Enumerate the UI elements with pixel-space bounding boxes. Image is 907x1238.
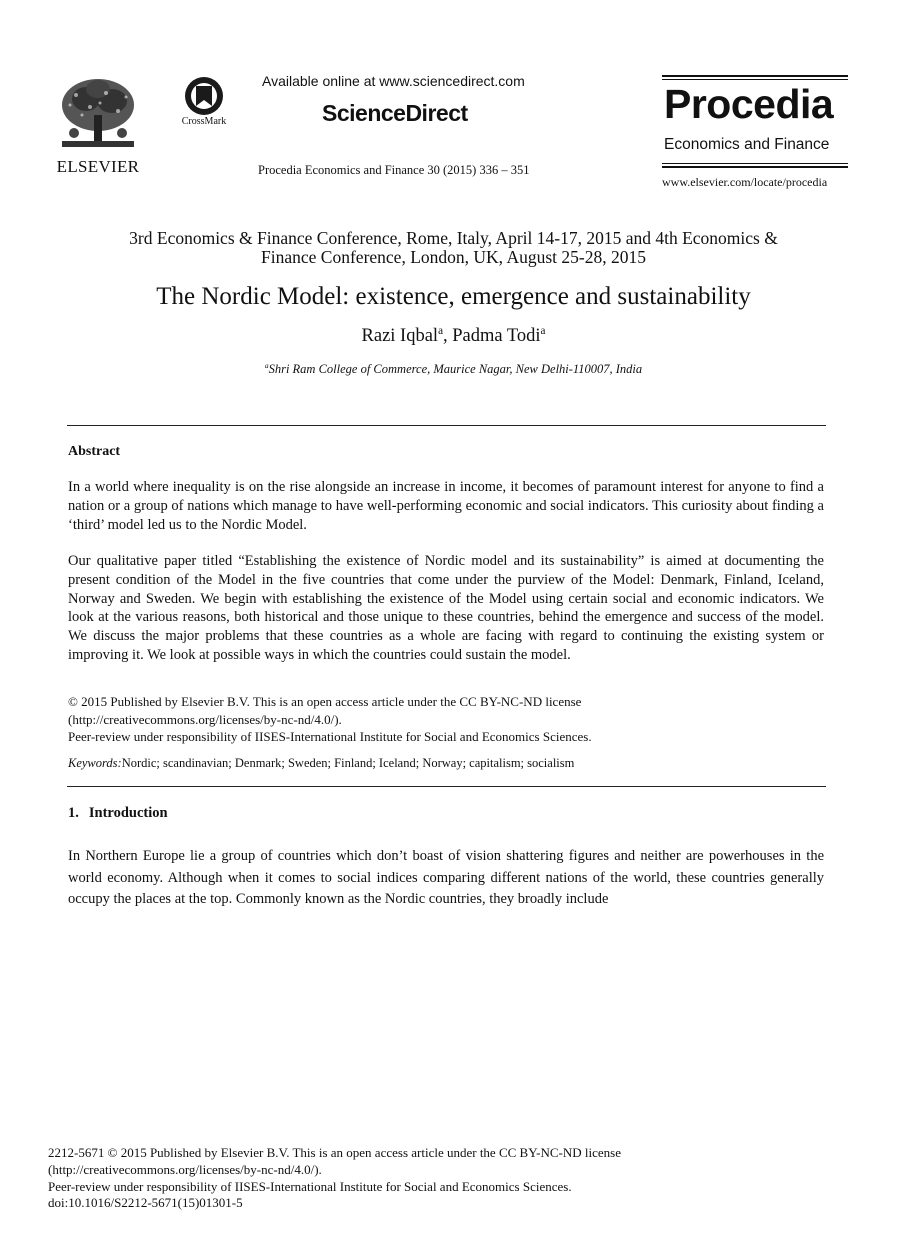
author-separator: , [443, 326, 453, 346]
author-affiliation-mark: a [438, 324, 443, 337]
abstract-paragraph-1: In a world where inequality is on the rise alongside an increase in income, it becomes of paramount interest for anyone to find a nation or a group of nations which manage to have well-performing economic and social indicators. This curiosity about finding a ‘third’ model led us to the Nordic Model. [68, 479, 824, 533]
keywords [68, 756, 574, 771]
peer-review-line: Peer-review under responsibility of IISES-International Institute for Social and Economics Sciences. [68, 729, 592, 744]
crossmark-icon [176, 76, 232, 116]
footer-issn-license: 2212-5671 © 2015 Published by Elsevier B.V. This is an open access article under the CC BY-NC-ND license [48, 1145, 622, 1160]
footer-peer-review: Peer-review under responsibility of IISES-International Institute for Social and Economics Sciences. [48, 1178, 572, 1194]
masthead-top-rule [662, 75, 848, 80]
crossmark-badge[interactable] [176, 76, 232, 132]
license-link[interactable]: (http://creativecommons.org/licenses/by-nc-nd/4.0/). [68, 711, 342, 727]
copyright-block [68, 693, 828, 746]
available-online: Available online at www.sciencedirect.com [262, 73, 525, 89]
crossmark-label: CrossMark [181, 116, 227, 127]
elsevier-wordmark: ELSEVIER [56, 157, 140, 176]
keywords-list: Nordic; scandinavian; Denmark; Sweden; Finland; Iceland; Norway; capitalism; socialism [121, 756, 575, 770]
intro-paragraph: In Northern Europe lie a group of countries which don’t boast of vision shattering figures and neither are powerhouses in the world economy. Although when it comes to social indices comparing different nations of the world, these countries generally occupy the places at the top. Commonly known as the Nordic countries, they broadly include [68, 848, 824, 907]
section-title: Introduction [88, 805, 168, 821]
abstract-top-rule [67, 425, 826, 426]
section-heading [68, 805, 178, 822]
affiliation-mark: a [264, 360, 269, 370]
footer-doi[interactable]: doi:10.1016/S2212-5671(15)01301-5 [48, 1195, 243, 1211]
keywords-label: Keywords: [68, 756, 122, 770]
elsevier-tree-icon [56, 75, 140, 153]
conference-line-1: 3rd Economics & Finance Conference, Rome, Italy, April 14-17, 2015 and 4th Economics & [129, 228, 778, 248]
procedia-url[interactable]: www.elsevier.com/locate/procedia [662, 175, 828, 189]
author-name: Padma Todi [452, 326, 541, 346]
author-name: Razi Iqbal [361, 326, 439, 346]
conference-line-2: Finance Conference, London, UK, August 25-28, 2015 [261, 247, 646, 267]
section-number: 1. [68, 805, 79, 821]
procedia-subtitle: Economics and Finance [664, 136, 830, 153]
paper-title: The Nordic Model: existence, emergence and sustainability [156, 283, 751, 310]
page-footer [48, 1145, 768, 1212]
sciencedirect-wordmark: ScienceDirect [322, 100, 468, 126]
abstract-paragraph-2: Our qualitative paper titled “Establishing the existence of Nordic model and its sustainability” is aimed at documenting the present condition of the Model in the five countries that come under the purview of the Model: Denmark, Finland, Iceland, Norway and Sweden. We begin with establishing the existence of the Model using certain social and economic indicators. We look at the various reasons, both historical and those unique to these countries, behind the emergence and success of the model. We discuss the major problems that these countries as a whole are facing with regard to continuing the existing system or improving it. We look at possible ways in which the countries could sustain the model. [68, 553, 824, 663]
masthead-bottom-rule [662, 163, 848, 168]
footer-license-link[interactable]: (http://creativecommons.org/licenses/by-nc-nd/4.0/). [48, 1161, 322, 1177]
author-list [60, 326, 847, 347]
elsevier-logo [52, 75, 144, 179]
abstract-bottom-rule [67, 786, 826, 787]
journal-reference: Procedia Economics and Finance 30 (2015) 336 – 351 [258, 163, 530, 177]
author-affiliation-mark: a [540, 324, 546, 337]
copyright-line: © 2015 Published by Elsevier B.V. This is an open access article under the CC BY-NC-ND license [68, 694, 582, 709]
affiliation-text: Shri Ram College of Commerce, Maurice Nagar, New Delhi-110007, India [268, 362, 643, 376]
procedia-title: Procedia [664, 81, 834, 127]
abstract-heading: Abstract [68, 444, 121, 459]
affiliation [60, 362, 847, 377]
conference-info [60, 229, 847, 267]
